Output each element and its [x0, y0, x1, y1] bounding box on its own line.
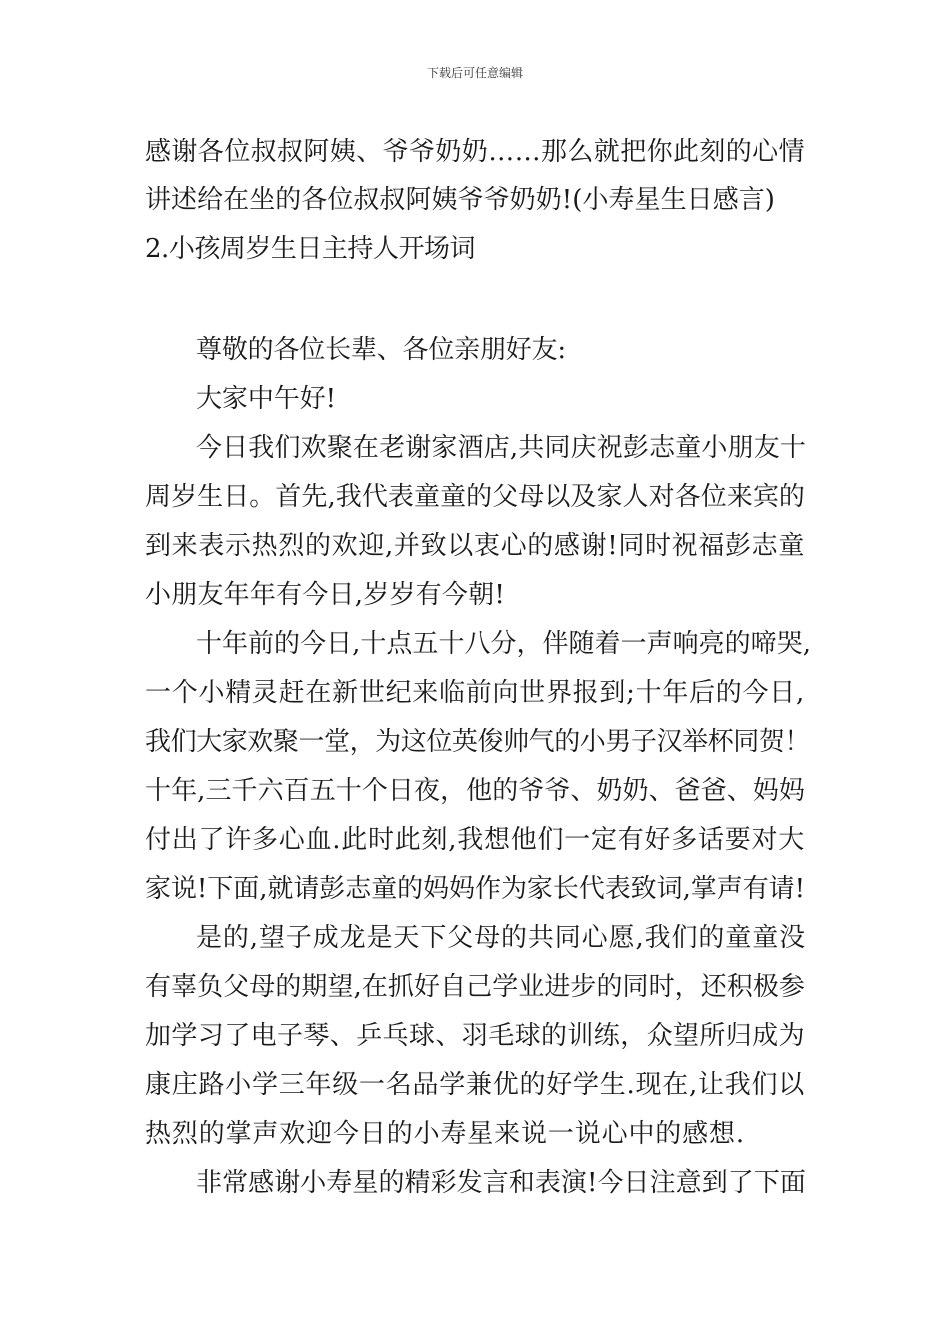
text-line: 到来表示热烈的欢迎,并致以衷心的感谢!同时祝福彭志童	[145, 531, 805, 561]
text-line: 一个小精灵赶在新世纪来临前向世界报到;十年后的今日,	[145, 678, 805, 708]
section-heading: 2.小孩周岁生日主持人开场词	[145, 234, 475, 264]
text-line: 周岁生日。首先,我代表童童的父母以及家人对各位来宾的	[145, 482, 805, 512]
text-line: 讲述给在坐的各位叔叔阿姨爷爷奶奶!(小寿星生日感言)	[145, 185, 775, 215]
text-line: 家说!下面,就请彭志童的妈妈作为家长代表致词,掌声有请!	[145, 874, 805, 904]
text-line: 十年,三千六百五十个日夜，他的爷爷、奶奶、爸爸、妈妈	[145, 776, 805, 806]
text-line: 我们大家欢聚一堂，为这位英俊帅气的小男子汉举杯同贺！	[145, 727, 810, 757]
text-line: 加学习了电子琴、乒乓球、羽毛球的训练，众望所归成为	[145, 1021, 805, 1051]
text-line: 非常感谢小寿星的精彩发言和表演!今日注意到了下面	[196, 1168, 806, 1198]
salutation: 尊敬的各位长辈、各位亲朋好友:	[196, 335, 566, 365]
page-header: 下载后可任意编辑	[426, 66, 523, 80]
text-line: 十年前的今日,十点五十八分，伴随着一声响亮的啼哭,	[196, 629, 811, 659]
text-line: 小朋友年年有今日,岁岁有今朝!	[145, 580, 505, 610]
text-line: 付出了许多心血.此时此刻,我想他们一定有好多话要对大	[145, 825, 805, 855]
text-line: 今日我们欢聚在老谢家酒店,共同庆祝彭志童小朋友十	[196, 433, 806, 463]
text-line: 是的,望子成龙是天下父母的共同心愿,我们的童童没	[196, 923, 806, 953]
text-line: 康庄路小学三年级一名品学兼优的好学生.现在,让我们以	[145, 1070, 805, 1100]
greeting: 大家中午好!	[196, 384, 336, 414]
text-line: 感谢各位叔叔阿姨、爷爷奶奶……那么就把你此刻的心情	[145, 137, 805, 167]
text-line: 热烈的掌声欢迎今日的小寿星来说一说心中的感想.	[145, 1119, 745, 1149]
text-line: 有辜负父母的期望,在抓好自己学业进步的同时，还积极参	[145, 972, 805, 1002]
